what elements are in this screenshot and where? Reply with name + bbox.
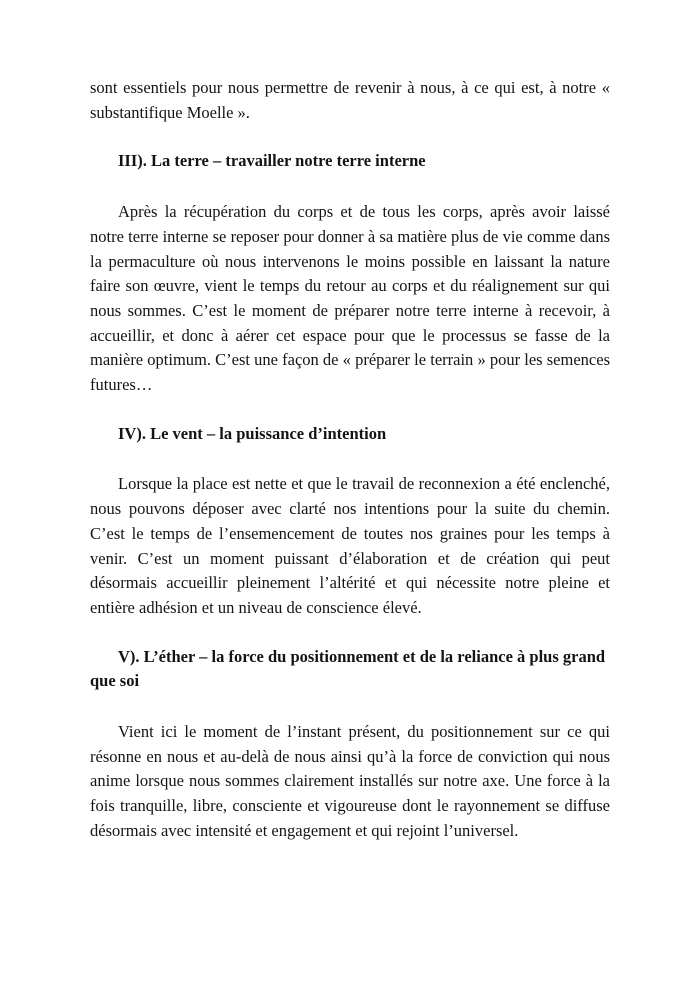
section-heading-ether: V). L’éther – la force du positionnement et de la reliance à plus grand que soi xyxy=(90,646,606,691)
section-heading-terre: III). La terre – travailler notre terre interne xyxy=(118,151,426,171)
paragraph-ether: Vient ici le moment de l’instant présent, du positionnement sur ce qui résonne en nous et au-delà de nous ainsi qu’à la force de conviction qui nous anime lorsque nous sommes clairement installés sur notre axe. Une force à la fois tranquille, libre, consciente et vigoureuse dont le rayonnement se diffuse désormais avec intensité et engagement et qui rejoint l’universel. xyxy=(90,722,610,840)
paragraph-terre: Après la récupération du corps et de tous les corps, après avoir laissé notre terre interne se reposer pour donner à sa matière plus de vie comme dans la permaculture où nous intervenons le moins possible en laissant la nature faire son œuvre, vient le temps du retour au corps et du réalignement sur qui nous sommes. C’est le moment de préparer notre terre interne à recevoir, à accueillir, et donc à aérer cet espace pour que le processus se fasse de la manière optimum. C’est une façon de « préparer le terrain » pour les semences futures… xyxy=(90,202,610,395)
paragraph-vent: Lorsque la place est nette et que le travail de reconnexion a été enclenché, nous pouvons déposer avec clarté nos intentions pour la suite du chemin. C’est le temps de l’ensemencement de toutes nos graines pour les temps à venir. C’est un moment puissant d’élaboration et de création qui peut désormais accueillir pleinement l’altérité et qui nécessite notre pleine et entière adhésion et un niveau de conscience élevé. xyxy=(90,474,610,617)
paragraph-continuation: sont essentiels pour nous permettre de revenir à nous, à ce qui est, à notre « substantifique Moelle ». xyxy=(90,78,610,122)
section-heading-vent: IV). Le vent – la puissance d’intention xyxy=(118,423,387,443)
